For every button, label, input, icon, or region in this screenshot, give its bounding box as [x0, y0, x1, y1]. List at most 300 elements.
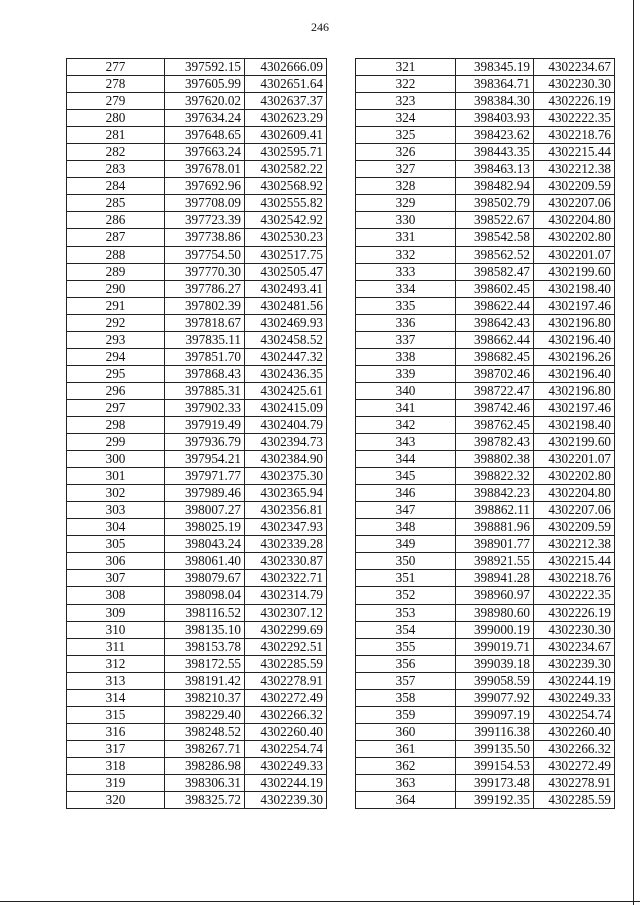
x-coordinate: 397885.31 — [165, 382, 245, 399]
y-coordinate: 4302207.06 — [534, 195, 615, 212]
y-coordinate: 4302394.73 — [245, 434, 327, 451]
x-coordinate: 398702.46 — [456, 365, 534, 382]
point-number: 323 — [356, 93, 456, 110]
table-row — [67, 519, 327, 536]
y-coordinate: 4302356.81 — [245, 502, 327, 519]
table-row — [356, 553, 615, 570]
point-number: 337 — [356, 331, 456, 348]
point-number: 307 — [67, 570, 165, 587]
x-coordinate: 398463.13 — [456, 161, 534, 178]
x-coordinate: 399116.38 — [456, 723, 534, 740]
x-coordinate: 399077.92 — [456, 689, 534, 706]
x-coordinate: 397634.24 — [165, 110, 245, 127]
table-row — [67, 382, 327, 399]
point-number: 279 — [67, 93, 165, 110]
table-row — [356, 519, 615, 536]
table-row — [67, 672, 327, 689]
y-coordinate: 4302234.67 — [534, 638, 615, 655]
table-row — [356, 263, 615, 280]
table-row — [356, 297, 615, 314]
x-coordinate: 398191.42 — [165, 672, 245, 689]
table-row — [356, 246, 615, 263]
point-number: 288 — [67, 246, 165, 263]
table-row — [356, 706, 615, 723]
y-coordinate: 4302202.80 — [534, 229, 615, 246]
y-coordinate: 4302197.46 — [534, 399, 615, 416]
y-coordinate: 4302651.64 — [245, 76, 327, 93]
right-coordinates-table — [355, 58, 615, 809]
x-coordinate: 398602.45 — [456, 280, 534, 297]
point-number: 300 — [67, 451, 165, 468]
point-number: 348 — [356, 519, 456, 536]
table-row — [356, 587, 615, 604]
y-coordinate: 4302196.26 — [534, 348, 615, 365]
point-number: 312 — [67, 655, 165, 672]
y-coordinate: 4302266.32 — [245, 706, 327, 723]
table-row — [67, 757, 327, 774]
x-coordinate: 398542.58 — [456, 229, 534, 246]
y-coordinate: 4302404.79 — [245, 416, 327, 433]
x-coordinate: 398079.67 — [165, 570, 245, 587]
x-coordinate: 398153.78 — [165, 638, 245, 655]
x-coordinate: 398960.97 — [456, 587, 534, 604]
table-row — [67, 706, 327, 723]
y-coordinate: 4302215.44 — [534, 553, 615, 570]
y-coordinate: 4302254.74 — [534, 706, 615, 723]
x-coordinate: 398267.71 — [165, 740, 245, 757]
x-coordinate: 397754.50 — [165, 246, 245, 263]
table-row — [67, 468, 327, 485]
table-row — [67, 553, 327, 570]
table-row — [356, 655, 615, 672]
y-coordinate: 4302226.19 — [534, 604, 615, 621]
table-row — [67, 774, 327, 791]
table-row — [67, 110, 327, 127]
table-row — [67, 723, 327, 740]
x-coordinate: 398562.52 — [456, 246, 534, 263]
y-coordinate: 4302196.40 — [534, 331, 615, 348]
page-number: 246 — [311, 20, 329, 34]
x-coordinate: 399192.35 — [456, 792, 534, 809]
y-coordinate: 4302199.60 — [534, 263, 615, 280]
point-number: 305 — [67, 536, 165, 553]
x-coordinate: 397663.24 — [165, 144, 245, 161]
x-coordinate: 398642.43 — [456, 314, 534, 331]
table-row — [356, 774, 615, 791]
page-frame-right-edge — [633, 0, 634, 905]
point-number: 303 — [67, 502, 165, 519]
point-number: 349 — [356, 536, 456, 553]
table-row — [67, 485, 327, 502]
table-row — [356, 178, 615, 195]
y-coordinate: 4302230.30 — [534, 76, 615, 93]
point-number: 355 — [356, 638, 456, 655]
x-coordinate: 398007.27 — [165, 502, 245, 519]
table-row — [356, 161, 615, 178]
table-row — [67, 570, 327, 587]
table-row — [67, 314, 327, 331]
point-number: 286 — [67, 212, 165, 229]
x-coordinate: 397692.96 — [165, 178, 245, 195]
point-number: 283 — [67, 161, 165, 178]
point-number: 350 — [356, 553, 456, 570]
x-coordinate: 398881.96 — [456, 519, 534, 536]
y-coordinate: 4302272.49 — [534, 757, 615, 774]
table-row — [67, 76, 327, 93]
x-coordinate: 397919.49 — [165, 416, 245, 433]
x-coordinate: 397902.33 — [165, 399, 245, 416]
point-number: 347 — [356, 502, 456, 519]
table-row — [67, 229, 327, 246]
x-coordinate: 398502.79 — [456, 195, 534, 212]
point-number: 301 — [67, 468, 165, 485]
x-coordinate: 397678.01 — [165, 161, 245, 178]
point-number: 321 — [356, 59, 456, 76]
y-coordinate: 4302218.76 — [534, 127, 615, 144]
point-number: 364 — [356, 792, 456, 809]
x-coordinate: 399000.19 — [456, 621, 534, 638]
table-row — [67, 297, 327, 314]
x-coordinate: 397723.39 — [165, 212, 245, 229]
y-coordinate: 4302239.30 — [245, 792, 327, 809]
y-coordinate: 4302222.35 — [534, 110, 615, 127]
table-row — [356, 536, 615, 553]
y-coordinate: 4302322.71 — [245, 570, 327, 587]
point-number: 317 — [67, 740, 165, 757]
x-coordinate: 398822.32 — [456, 468, 534, 485]
x-coordinate: 399154.53 — [456, 757, 534, 774]
table-row — [67, 331, 327, 348]
y-coordinate: 4302568.92 — [245, 178, 327, 195]
table-row — [67, 434, 327, 451]
x-coordinate: 398622.44 — [456, 297, 534, 314]
table-row — [356, 740, 615, 757]
x-coordinate: 399058.59 — [456, 672, 534, 689]
point-number: 358 — [356, 689, 456, 706]
y-coordinate: 4302249.33 — [245, 757, 327, 774]
table-row — [356, 280, 615, 297]
table-row — [356, 331, 615, 348]
y-coordinate: 4302249.33 — [534, 689, 615, 706]
table-row — [67, 280, 327, 297]
table-row — [356, 638, 615, 655]
point-number: 298 — [67, 416, 165, 433]
point-number: 299 — [67, 434, 165, 451]
x-coordinate: 398782.43 — [456, 434, 534, 451]
y-coordinate: 4302196.40 — [534, 365, 615, 382]
point-number: 329 — [356, 195, 456, 212]
point-number: 314 — [67, 689, 165, 706]
x-coordinate: 398423.62 — [456, 127, 534, 144]
y-coordinate: 4302244.19 — [534, 672, 615, 689]
point-number: 302 — [67, 485, 165, 502]
y-coordinate: 4302212.38 — [534, 536, 615, 553]
x-coordinate: 397989.46 — [165, 485, 245, 502]
y-coordinate: 4302481.56 — [245, 297, 327, 314]
point-number: 324 — [356, 110, 456, 127]
x-coordinate: 398403.93 — [456, 110, 534, 127]
y-coordinate: 4302260.40 — [534, 723, 615, 740]
x-coordinate: 398384.30 — [456, 93, 534, 110]
x-coordinate: 398325.72 — [165, 792, 245, 809]
point-number: 322 — [356, 76, 456, 93]
y-coordinate: 4302307.12 — [245, 604, 327, 621]
y-coordinate: 4302609.41 — [245, 127, 327, 144]
table-row — [67, 93, 327, 110]
point-number: 290 — [67, 280, 165, 297]
table-row — [356, 434, 615, 451]
y-coordinate: 4302212.38 — [534, 161, 615, 178]
point-number: 327 — [356, 161, 456, 178]
x-coordinate: 399019.71 — [456, 638, 534, 655]
x-coordinate: 399097.19 — [456, 706, 534, 723]
x-coordinate: 397936.79 — [165, 434, 245, 451]
table-row — [67, 195, 327, 212]
y-coordinate: 4302666.09 — [245, 59, 327, 76]
table-row — [356, 127, 615, 144]
y-coordinate: 4302278.91 — [534, 774, 615, 791]
y-coordinate: 4302266.32 — [534, 740, 615, 757]
point-number: 346 — [356, 485, 456, 502]
y-coordinate: 4302254.74 — [245, 740, 327, 757]
y-coordinate: 4302458.52 — [245, 331, 327, 348]
table-row — [67, 536, 327, 553]
point-number: 345 — [356, 468, 456, 485]
y-coordinate: 4302198.40 — [534, 416, 615, 433]
x-coordinate: 399039.18 — [456, 655, 534, 672]
x-coordinate: 398742.46 — [456, 399, 534, 416]
y-coordinate: 4302425.61 — [245, 382, 327, 399]
point-number: 281 — [67, 127, 165, 144]
table-row — [356, 144, 615, 161]
x-coordinate: 397592.15 — [165, 59, 245, 76]
point-number: 306 — [67, 553, 165, 570]
x-coordinate: 398522.67 — [456, 212, 534, 229]
point-number: 336 — [356, 314, 456, 331]
x-coordinate: 398061.40 — [165, 553, 245, 570]
point-number: 339 — [356, 365, 456, 382]
x-coordinate: 398043.24 — [165, 536, 245, 553]
point-number: 315 — [67, 706, 165, 723]
point-number: 282 — [67, 144, 165, 161]
y-coordinate: 4302196.80 — [534, 314, 615, 331]
point-number: 343 — [356, 434, 456, 451]
table-row — [356, 399, 615, 416]
x-coordinate: 398921.55 — [456, 553, 534, 570]
table-row — [67, 127, 327, 144]
y-coordinate: 4302272.49 — [245, 689, 327, 706]
point-number: 293 — [67, 331, 165, 348]
point-number: 334 — [356, 280, 456, 297]
table-row — [356, 570, 615, 587]
point-number: 341 — [356, 399, 456, 416]
point-number: 325 — [356, 127, 456, 144]
table-row — [67, 263, 327, 280]
table-row — [67, 399, 327, 416]
y-coordinate: 4302582.22 — [245, 161, 327, 178]
table-row — [67, 161, 327, 178]
table-row — [356, 348, 615, 365]
point-number: 284 — [67, 178, 165, 195]
table-row — [356, 212, 615, 229]
table-row — [356, 314, 615, 331]
y-coordinate: 4302204.80 — [534, 212, 615, 229]
point-number: 361 — [356, 740, 456, 757]
y-coordinate: 4302555.82 — [245, 195, 327, 212]
page-frame-bottom-edge — [0, 901, 640, 902]
x-coordinate: 399173.48 — [456, 774, 534, 791]
x-coordinate: 398682.45 — [456, 348, 534, 365]
x-coordinate: 397835.11 — [165, 331, 245, 348]
y-coordinate: 4302339.28 — [245, 536, 327, 553]
point-number: 292 — [67, 314, 165, 331]
y-coordinate: 4302239.30 — [534, 655, 615, 672]
table-row — [67, 348, 327, 365]
y-coordinate: 4302285.59 — [245, 655, 327, 672]
x-coordinate: 397868.43 — [165, 365, 245, 382]
point-number: 289 — [67, 263, 165, 280]
table-row — [356, 689, 615, 706]
x-coordinate: 398662.44 — [456, 331, 534, 348]
x-coordinate: 398345.19 — [456, 59, 534, 76]
x-coordinate: 398229.40 — [165, 706, 245, 723]
y-coordinate: 4302595.71 — [245, 144, 327, 161]
y-coordinate: 4302226.19 — [534, 93, 615, 110]
point-number: 319 — [67, 774, 165, 791]
point-number: 352 — [356, 587, 456, 604]
point-number: 304 — [67, 519, 165, 536]
point-number: 330 — [356, 212, 456, 229]
y-coordinate: 4302260.40 — [245, 723, 327, 740]
y-coordinate: 4302204.80 — [534, 485, 615, 502]
point-number: 326 — [356, 144, 456, 161]
table-row — [356, 229, 615, 246]
y-coordinate: 4302198.40 — [534, 280, 615, 297]
x-coordinate: 397954.21 — [165, 451, 245, 468]
point-number: 362 — [356, 757, 456, 774]
x-coordinate: 398482.94 — [456, 178, 534, 195]
y-coordinate: 4302542.92 — [245, 212, 327, 229]
table-row — [67, 604, 327, 621]
table-row — [356, 672, 615, 689]
table-row — [67, 246, 327, 263]
y-coordinate: 4302285.59 — [534, 792, 615, 809]
point-number: 285 — [67, 195, 165, 212]
point-number: 320 — [67, 792, 165, 809]
y-coordinate: 4302517.75 — [245, 246, 327, 263]
x-coordinate: 398025.19 — [165, 519, 245, 536]
y-coordinate: 4302234.67 — [534, 59, 615, 76]
table-row — [356, 451, 615, 468]
point-number: 313 — [67, 672, 165, 689]
left-coordinates-table — [66, 58, 327, 809]
y-coordinate: 4302197.46 — [534, 297, 615, 314]
y-coordinate: 4302201.07 — [534, 246, 615, 263]
y-coordinate: 4302199.60 — [534, 434, 615, 451]
point-number: 357 — [356, 672, 456, 689]
y-coordinate: 4302375.30 — [245, 468, 327, 485]
y-coordinate: 4302244.19 — [245, 774, 327, 791]
table-row — [356, 502, 615, 519]
y-coordinate: 4302637.37 — [245, 93, 327, 110]
x-coordinate: 398098.04 — [165, 587, 245, 604]
y-coordinate: 4302623.29 — [245, 110, 327, 127]
x-coordinate: 397648.65 — [165, 127, 245, 144]
y-coordinate: 4302202.80 — [534, 468, 615, 485]
point-number: 294 — [67, 348, 165, 365]
y-coordinate: 4302384.90 — [245, 451, 327, 468]
point-number: 342 — [356, 416, 456, 433]
y-coordinate: 4302493.41 — [245, 280, 327, 297]
point-number: 353 — [356, 604, 456, 621]
x-coordinate: 398582.47 — [456, 263, 534, 280]
table-row — [356, 382, 615, 399]
point-number: 360 — [356, 723, 456, 740]
x-coordinate: 397818.67 — [165, 314, 245, 331]
point-number: 309 — [67, 604, 165, 621]
table-row — [356, 485, 615, 502]
table-row — [356, 76, 615, 93]
y-coordinate: 4302209.59 — [534, 519, 615, 536]
table-row — [356, 792, 615, 809]
table-row — [356, 110, 615, 127]
x-coordinate: 398842.23 — [456, 485, 534, 502]
table-row — [356, 93, 615, 110]
point-number: 291 — [67, 297, 165, 314]
table-row — [67, 587, 327, 604]
x-coordinate: 398210.37 — [165, 689, 245, 706]
x-coordinate: 398248.52 — [165, 723, 245, 740]
point-number: 308 — [67, 587, 165, 604]
y-coordinate: 4302330.87 — [245, 553, 327, 570]
point-number: 280 — [67, 110, 165, 127]
y-coordinate: 4302196.80 — [534, 382, 615, 399]
x-coordinate: 397971.77 — [165, 468, 245, 485]
x-coordinate: 398722.47 — [456, 382, 534, 399]
point-number: 335 — [356, 297, 456, 314]
table-row — [67, 451, 327, 468]
x-coordinate: 398443.35 — [456, 144, 534, 161]
y-coordinate: 4302299.69 — [245, 621, 327, 638]
x-coordinate: 397605.99 — [165, 76, 245, 93]
table-row — [67, 792, 327, 809]
x-coordinate: 398116.52 — [165, 604, 245, 621]
y-coordinate: 4302230.30 — [534, 621, 615, 638]
point-number: 344 — [356, 451, 456, 468]
point-number: 328 — [356, 178, 456, 195]
x-coordinate: 397802.39 — [165, 297, 245, 314]
point-number: 359 — [356, 706, 456, 723]
x-coordinate: 397851.70 — [165, 348, 245, 365]
x-coordinate: 397786.27 — [165, 280, 245, 297]
point-number: 316 — [67, 723, 165, 740]
point-number: 363 — [356, 774, 456, 791]
point-number: 310 — [67, 621, 165, 638]
y-coordinate: 4302278.91 — [245, 672, 327, 689]
x-coordinate: 398941.28 — [456, 570, 534, 587]
point-number: 333 — [356, 263, 456, 280]
x-coordinate: 397708.09 — [165, 195, 245, 212]
table-row — [67, 365, 327, 382]
x-coordinate: 398802.38 — [456, 451, 534, 468]
y-coordinate: 4302215.44 — [534, 144, 615, 161]
y-coordinate: 4302436.35 — [245, 365, 327, 382]
table-row — [67, 59, 327, 76]
table-row — [356, 416, 615, 433]
y-coordinate: 4302347.93 — [245, 519, 327, 536]
table-row — [67, 144, 327, 161]
x-coordinate: 398762.45 — [456, 416, 534, 433]
